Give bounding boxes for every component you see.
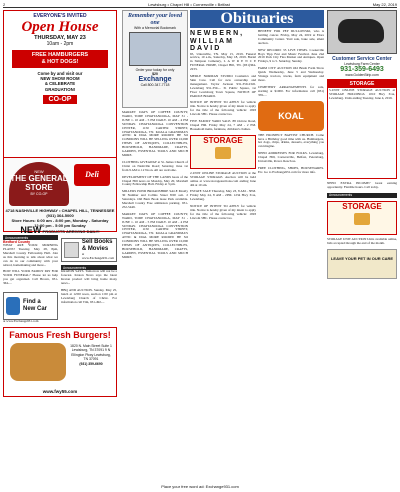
books-icon: [64, 242, 79, 258]
cow-shape: [338, 19, 384, 43]
sign-pre: NEW: [34, 169, 44, 174]
storage-right-body: 5-UNIT ONLINE STORAGE AUCTION at STORAGE HOLDINGS. 1010 Hwy 31A, Lewisburg. Units ending Tuesday, June 4, 2019.: [329, 88, 395, 100]
storage-auction-right: STORAGE UNIT AUCTION Units available online, bids accepted through the end of the month.: [327, 236, 397, 245]
announcements-label: Announcements: [3, 235, 58, 240]
sub-line-1: Come by and visit our: [37, 71, 83, 76]
extra-income-notice: NEED EXTRA INCOME? Great earning opportunity. Flexible hours. Call today.: [327, 181, 397, 189]
open-house-date: THURSDAY, MAY 23: [34, 35, 86, 41]
burger-image: [10, 343, 66, 381]
famous-url: www.fwy55.com: [42, 388, 78, 394]
general-store-sign: [9, 162, 69, 206]
title-notice-2: NOTICE OF INTENT TO APPLY for vehicle title. Notice is hereby given of my intent to apply for the title of the following vehicle: 1993 Lincoln 5HC. Please contact us.: [190, 204, 256, 220]
general-store-ad[interactable]: [3, 158, 117, 235]
open-house-ad[interactable]: [3, 10, 117, 158]
development-notice: DEVELOPMENT OF THE LANDS hears of the Chapel Hill news on Monday, May 20, Marshall County Fellowship Hall. Friday at 3 pm.: [122, 174, 188, 187]
find-car-block: [3, 289, 58, 324]
obit-body: 65, Unionville, TN. May 15, 2019. Funeral service, 10 a.m., Saturday, May 18, 2019. Burial in Simpson Cemetery, L A W R E N C E FUNERAL HOME, Chapel Hill, TN. (931)364-2233.: [190, 51, 256, 72]
market-days-notice: MARKET DAYS OF COFFEE COUNTY, WARD, TODE CHATTANOOGA, MAY 31 - JUNE 1. 10 AM - 5 PM DAILY. 10 AM - 4 PM SUNDAY. CHATTANOOGA CONVENTION CENTER, 1150 CARTER STREET, CHATTANOOGA, TN. KOALA GRANDMA'S ATTIC & DIAL MORE ROOMS! BE SO CONDIONS WILL BE SELLING OVER 10,000 ITEMS OF ANTIQUES, COLLECTIBLES, HOUSEHOLD, HANDMADE, CRAFTS, GARDEN, ESSENTIAL TOOLS AND MUCH MORE.: [122, 110, 188, 157]
famous-logo: Famous Fresh Burgers!: [9, 329, 111, 340]
koal-ad[interactable]: KOAL: [258, 101, 324, 131]
announcements-sub: Bedford County: [3, 240, 31, 244]
ad-column: [3, 10, 117, 488]
remember-price: $20: [152, 72, 158, 76]
storage-ad-2[interactable]: [327, 201, 397, 235]
open-house-time: 10am - 2pm: [46, 41, 74, 47]
deli-sign: Deli: [74, 164, 110, 186]
how-will-pay: HOW WILL YOUR FAMILY PAY FOR YOUR FUNERAL? Please let us help you get organized. Call Brown, 931-364-...: [3, 269, 58, 286]
new-products-sub: PRODUCTS ARRIVING DAILY!: [42, 229, 100, 234]
cattle-photo: [327, 10, 397, 54]
page-footer: Place your free word ad: Exchange931.com: [161, 484, 239, 489]
storage-right-title: STORAGE: [328, 80, 396, 88]
sign-name: THE GENERAL STORE: [10, 174, 68, 192]
classified-ads: [61, 235, 117, 286]
kraton-notice: KRATON SAYS. Tomorrow will not be a forecast. Kraton News says the latest Kraton product will bring home many news...: [61, 269, 117, 285]
car-icon: [6, 297, 20, 315]
store-hours-2: 12:00 pm - 5:00 pm Sunday: [34, 223, 86, 228]
misc-notices: [61, 289, 117, 324]
promo-banner: [12, 50, 108, 68]
sign-est: BY CO-OP: [30, 192, 48, 196]
sub-line-4: GRADUATION!: [44, 86, 76, 92]
famous-addr-text: 1820 N. Main Street Suite 1 Lewisburg, TN 37091 9 N Ellington Pkwy Lewisburg, TN 37091: [70, 343, 112, 362]
page-header: [3, 2, 397, 8]
sell-line-1: Sell Books: [81, 239, 113, 246]
memorial-bookmark-ad[interactable]: [122, 10, 188, 108]
new-products: NEW: [20, 225, 42, 235]
lock-icon-2: [354, 213, 370, 225]
free-clothing-notice: FREE CLOTHING, SHOES, HOUSEWARES. Etc. Go to Exchange931.com for more info.: [258, 165, 324, 174]
sub-line-2: NEW SHOW ROOM: [40, 76, 80, 82]
famous-burgers-ad[interactable]: [3, 327, 117, 397]
yard-sale-notice: FIVE FAMILY YARD SALE. 88 Ostrow Road, Chapel Hill. Friday May 24, 7 AM - 2 PM. Household items, furniture, children's clothes.: [190, 119, 256, 131]
notices-column-3: [258, 30, 324, 488]
farm-center-ad[interactable]: [327, 56, 397, 77]
sell-line-2: & Movies: [81, 246, 109, 253]
ad-column-right: [327, 10, 397, 488]
promo-line-1: FREE HAMBURGERS: [31, 52, 89, 58]
farm-url: www.GoldenStrip.com: [345, 73, 379, 77]
farm-name: Customer Service Center: [332, 56, 392, 62]
row-ads: [3, 235, 117, 286]
storage-auction-notice: 2-UNIT ONLINE STORAGE AUCTION at the STORAGE STORAGE. Auction will be held online at www.storageauctions.com ending June 4th at 10 am.: [190, 170, 256, 187]
obit-name: NEWBERN, WILLIAM DAVID: [190, 30, 245, 52]
paper-names: Lewisburg • Chapel Hill • Cornersville • Belfast: [148, 2, 230, 7]
addresses-notice: NEED ADDRESSES FOR FOLKS. Lewisburg, Chapel Hill, Cornersville, Belfast, Petersburg, Unionville, Rover. Reach us.: [258, 151, 324, 164]
famous-address: [69, 344, 113, 366]
benefit-notice: BENEFIT FOR PEP DULLOWSKI, who is battling cancer. Friday, May 24, 2019 at Elora Community Center. Yard sale, bake sale, silent auction.: [258, 30, 324, 45]
sell-url: at www.Exchange931.com: [81, 252, 115, 260]
find-line-1: Find a: [23, 299, 41, 306]
announcements-label-2: Announcements: [61, 265, 117, 270]
storage-ad-right[interactable]: [327, 79, 397, 179]
exchange-logo: Exchange: [138, 76, 172, 83]
farm-phone: 931-359-6493: [340, 66, 384, 73]
farm-auction-notice: FARM CITY AUCTION Old Brush Farm Show Quick Wednesday, June 5 and Wednesday. Vintage tractors, trucks, farm equipment and more.: [258, 66, 324, 82]
prospect-church-notice: THE PROSPECT BAPTIST CHURCH. Come have a Birthday good time with us. Hamburgers, hot dogs, chips, drinks, desserts, everything you can imagine.: [258, 132, 324, 149]
famous-phone: (931) 359-6690: [79, 361, 103, 366]
lock-icon: [215, 147, 231, 159]
remember-title: Remember your loved one: [128, 13, 182, 26]
store-hours-1: Store Hours: 6:00 am - 8:00 pm, Monday - Saturday: [11, 218, 109, 223]
find-line-2: New Car: [23, 306, 48, 313]
remember-phone: Call 800-347-7718: [140, 83, 170, 87]
notices-column-1: [122, 10, 188, 488]
promo-line-2: & HOT DOGS!: [41, 59, 79, 65]
market-days-notice-2: MARKET DAYS OF COFFEE COUNTY, WARD, TODE CHATTANOOGA, MAY 31 - JUNE 1. 10 AM - 5 PM DAILY. 10 AM - 4 PM SUNDAY. CHATTANOOGA CONVENTION CENTER, 1150 CARTER STREET, CHATTANOOGA, TN. KOALA GRANDMA'S ATTIC & DIAL MORE ROOMS! BE SO CONDIONS WILL BE SELLING OVER 10,000 ITEMS OF ANTIQUES, COLLECTIBLES, HOUSEHOLD, HANDMADE, CRAFTS, GARDEN, ESSENTIAL TOOLS AND MUCH MORE.: [122, 211, 188, 259]
storage-title-2: STORAGE: [342, 201, 382, 211]
sell-books-ad[interactable]: [61, 238, 117, 262]
announcements-body: WHAT ARE YOUR MORNING PLANS? Tuesday, May 28, 8pm, Marshall County Fellowship Hall. Join us this morning to talk about what we can do in our community with your retired, homemaking and more...: [3, 243, 58, 267]
pet-care-ad[interactable]: LEAVE YOUR PET IN OUR CARE: [327, 249, 397, 279]
page-number: 2: [3, 2, 6, 7]
coop-logo: CO-OP: [43, 95, 77, 104]
store-address: 4718 NASHVILLE HIGHWAY • CHAPEL HILL, TENNESSEE: [5, 208, 115, 213]
title-notice: NOTICE OF INTENT TO APPLY for vehicle title. Notice is hereby given of my intent to apply for the title of the following vehicle: 1993 Lincoln 5HC. Please contact us.: [190, 100, 256, 117]
open-house-sub: [6, 71, 114, 92]
open-house-title: Open House: [21, 19, 99, 35]
announcements-block: [3, 235, 58, 286]
bbq-auction-notice: BBQ AND AUCTION. Sunday, May 25, lunch at 12:00 noon, auction 1:00 pm at Lewisburg Church of Christ. For information call Tim, 931-492-...: [61, 288, 117, 304]
clothing-giveaway-notice: CLOTHING GIVEAWAY at St. James Church of Christ on Nashville Road; Saturday, June 1st from 9 AM to 12 Noon. All are welcome.: [122, 159, 188, 172]
remember-note: Order your today for only: [135, 68, 175, 72]
storage-ad[interactable]: [190, 135, 256, 169]
open-house-invite: EVERYONE'S INVITED: [33, 13, 87, 19]
general-store-info: [4, 208, 116, 234]
sub-line-3: & CELEBRATE: [44, 81, 76, 87]
storage-title: STORAGE: [203, 135, 243, 145]
find-car-ad[interactable]: [3, 292, 58, 320]
issue-date: May 22, 2019: [372, 2, 397, 7]
notices-column-2: [190, 30, 256, 488]
obituaries-title: Obituaries: [190, 10, 324, 28]
store-phone: (931) 364-5000: [46, 213, 74, 218]
millers-pond-notice: MILLERS POND BROADSHIRE SALE Mostly 30 Number and Collins Street 8:00 a.m. 2 Saturdays. Old Barn Book lease Park available. Marshall County Free admission parking. 931-252-5449.: [122, 189, 188, 209]
row-ads-2: [3, 289, 117, 324]
bookmark-photo: [129, 32, 181, 66]
announcements-label-3: Announcements: [327, 193, 397, 198]
new-record-notice: NEW RECORD: 35 LIVE ITEMS. Cookeville Boys Tipp Fest and Music Festival. June 2nd 2019 Pork City Flea Market and Antiques. Open Fridays, 9 to 5. Saturday, Sunday.: [258, 47, 324, 64]
remember-sub: With a Memorial Bookmark: [133, 26, 176, 30]
estate-sale-notice: ESTATE SALE Thursday, May 23, 8 AM - 3PM. Friday May 24, 8 AM - 2PM. 1234 Hwy 31A, Lewisburg.: [190, 189, 256, 202]
farm-sub: Lewisburg Farm Center: [344, 62, 380, 66]
merle-norman-notice: MERLE NORMAN STUDIO Cosmetics and Skin Care. Call for new ownership and management. Taylor Jackson 931-359-2345. Lewisburg 931-359-... 31 Public Square, 1st Floor Lewisburg Town Square, NOTICE OF PAROLE BOARD.: [190, 74, 256, 98]
cemetery-notice: CEMETERY ARRANGEMENTS for sale, starting at $1000. For information call (931) 359-...: [258, 84, 324, 97]
find-url: at www.Exchange931.com: [3, 319, 39, 324]
